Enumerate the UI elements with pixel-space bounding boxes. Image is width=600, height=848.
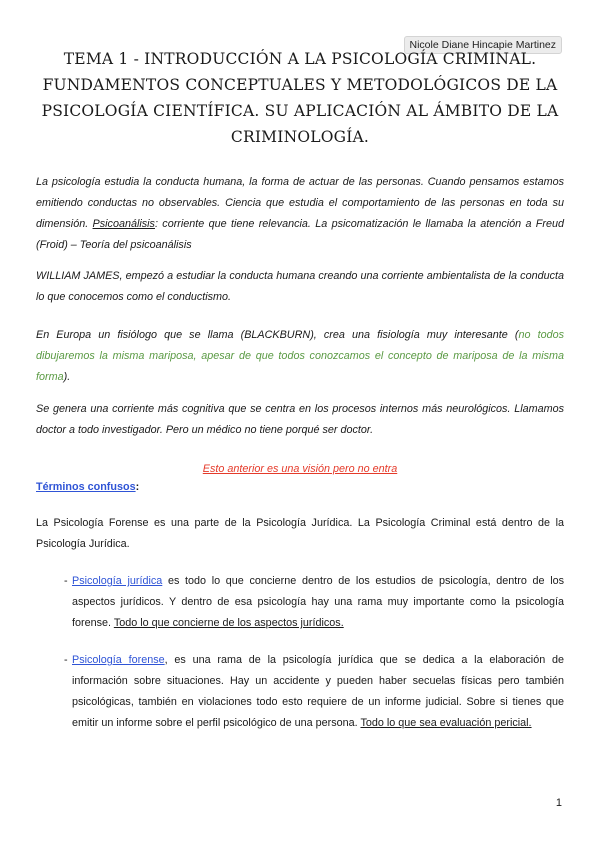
document-title	[40, 46, 560, 150]
section-heading	[36, 481, 139, 493]
forense-intro-paragraph: La Psicología Forense es una parte de la Psicología Jurídica. La Psicología Criminal está dentro de la Psicología Jurídica.	[36, 517, 564, 550]
cognitive-paragraph: Se genera una corriente más cognitiva que se centra en los procesos internos más neurológicos. Llamamos doctor a todo investigador. Pero un médico no tiene porqué ser doctor.	[36, 403, 564, 436]
title-line-3: PSICOLOGÍA CIENTÍFICA. SU APLICACIÓN AL ÁMBITO DE LA	[41, 102, 559, 120]
title-line-4: CRIMINOLOGÍA.	[230, 128, 370, 146]
intro-rest: : corriente que tiene relevancia. La psicomatización le llamaba la atención a Freud (Froid) – Teoría del psicoanálisis	[36, 218, 564, 251]
psicoanalisis-term: Psicoanálisis	[92, 218, 155, 230]
intro-paragraph	[36, 172, 564, 256]
bullet-body: es todo lo que concierne dentro de los estudios de psicología, dentro de los aspectos jurídicos. Y dentro de esa psicología hay una rama muy importante como la psicología forense.	[72, 575, 564, 629]
section-title: Términos confusos	[36, 481, 136, 493]
bullet-term-link[interactable]: Psicología jurídica	[72, 575, 163, 587]
title-line-2: FUNDAMENTOS CONCEPTUALES Y METODOLÓGICOS DE LA	[42, 76, 558, 94]
red-note: Esto anterior es una visión pero no entra	[202, 463, 398, 475]
bullet-text	[72, 650, 564, 734]
butterfly-example: no todos dibujaremos la misma mariposa, apesar de que todos conozcamos el concepto de mariposa de la misma forma	[36, 329, 565, 383]
bullet-dash: -	[64, 575, 68, 587]
author-badge: Nicole Diane Hincapie Martinez	[404, 36, 562, 54]
list-item	[36, 650, 564, 734]
bullet-summary: Todo lo que concierne de los aspectos jurídicos.	[113, 617, 344, 629]
william-james-paragraph: WILLIAM JAMES, empezó a estudiar la conducta humana creando una corriente ambientalista de la conducta lo que conocemos como el conductismo.	[36, 270, 564, 303]
section-colon: :	[135, 481, 140, 493]
bullet-dash: -	[64, 654, 68, 666]
bullet-term-link[interactable]: Psicología forense	[72, 654, 165, 666]
list-item	[36, 571, 564, 634]
intro-text: La psicología estudia la conducta humana, la forma de actuar de las personas. Cuando pensamos estamos emitiendo conductas no observables. Ciencia que estudia el comportamiento de las personas en toda su dimensión.	[36, 176, 564, 230]
blackburn-end: ).	[63, 371, 71, 383]
bullet-summary: Todo lo que sea evaluación pericial.	[360, 717, 532, 729]
title-line-1: TEMA 1 - INTRODUCCIÓN A LA PSICOLOGÍA CRIMINAL.	[63, 50, 537, 68]
blackburn-text: En Europa un fisiólogo que se llama (BLACKBURN), crea una fisiología muy interesante (	[36, 329, 519, 341]
page-number: 1	[555, 797, 562, 809]
bullet-body: , es una rama de la psicología jurídica que se dedica a la elaboración de información sobre situaciones. Hay un accidente y pueden haber secuelas físicas pero también psicológicas, también en violaciones todo esto requiere de un informe judicial. Sobre si tienes que emitir un informe sobre el perfil psicológico de una persona.	[72, 654, 565, 729]
blackburn-paragraph	[36, 325, 564, 388]
bullet-text	[72, 571, 564, 634]
